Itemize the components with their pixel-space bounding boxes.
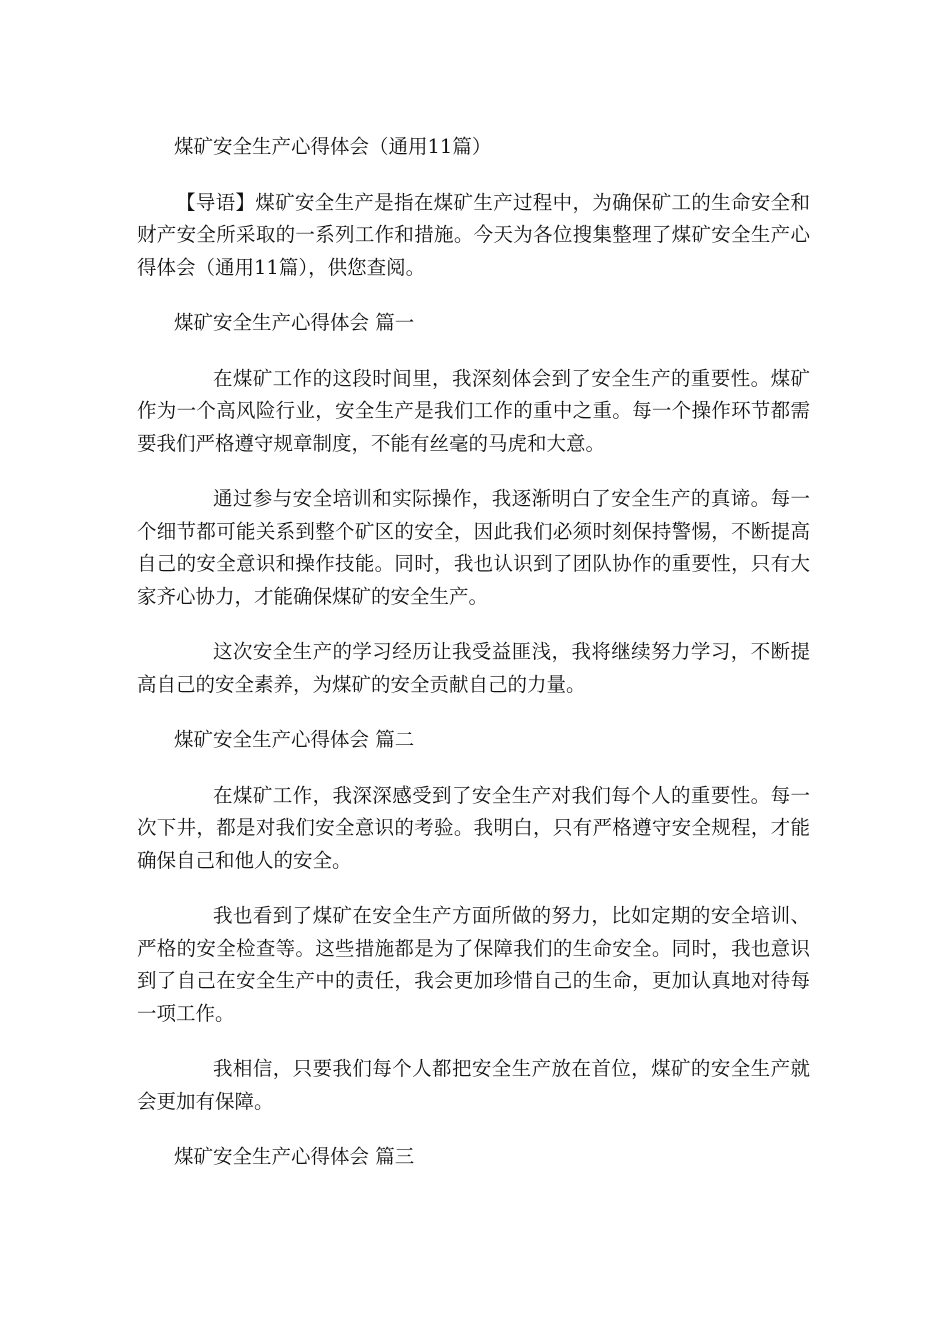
section-2-paragraph-1: 在煤矿工作，我深深感受到了安全生产对我们每个人的重要性。每一次下井，都是对我们安全意识的考验。我明白，只有严格遵守安全规程，才能确保自己和他人的安全。 (137, 783, 810, 872)
section-1-paragraph-2: 通过参与安全培训和实际操作，我逐渐明白了安全生产的真谛。每一个细节都可能关系到整个矿区的安全，因此我们必须时刻保持警惕，不断提高自己的安全意识和操作技能。同时，我也认识到了团队协作的重要性，只有大家齐心协力，才能确保煤矿的安全生产。 (137, 487, 810, 608)
document-title: 煤矿安全生产心得体会（通用11篇） (174, 135, 492, 158)
section-heading-1: 煤矿安全生产心得体会 篇一 (174, 311, 415, 334)
section-2-paragraph-2: 我也看到了煤矿在安全生产方面所做的努力，比如定期的安全培训、严格的安全检查等。这些措施都是为了保障我们的生命安全。同时，我也意识到了自己在安全生产中的责任，我会更加珍惜自己的生命，更加认真地对待每一项工作。 (137, 904, 810, 1025)
document-body (137, 131, 810, 1197)
section-2-paragraph-3: 我相信，只要我们每个人都把安全生产放在首位，煤矿的安全生产就会更加有保障。 (137, 1057, 810, 1113)
section-1-paragraph-1: 在煤矿工作的这段时间里，我深刻体会到了安全生产的重要性。煤矿作为一个高风险行业，安全生产是我们工作的重中之重。每一个操作环节都需要我们严格遵守规章制度，不能有丝毫的马虎和大意。 (137, 366, 810, 455)
section-1-paragraph-3: 这次安全生产的学习经历让我受益匪浅，我将继续努力学习，不断提高自己的安全素养，为煤矿的安全贡献自己的力量。 (137, 640, 810, 696)
intro-paragraph: 【导语】煤矿安全生产是指在煤矿生产过程中，为确保矿工的生命安全和财产安全所采取的一系列工作和措施。今天为各位搜集整理了煤矿安全生产心得体会（通用11篇），供您查阅。 (137, 190, 810, 279)
section-heading-3: 煤矿安全生产心得体会 篇三 (174, 1145, 415, 1168)
section-heading-2: 煤矿安全生产心得体会 篇二 (174, 728, 415, 751)
